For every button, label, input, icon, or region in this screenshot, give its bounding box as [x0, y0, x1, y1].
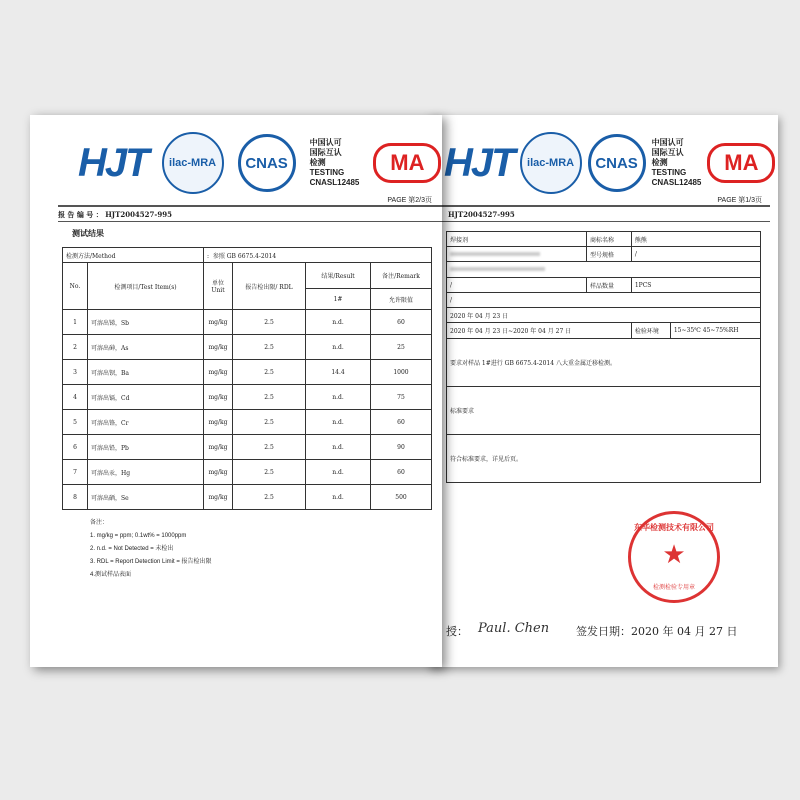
- page-number: PAGE 第2/3页: [387, 197, 432, 204]
- cell-limit: 90: [371, 435, 432, 460]
- cell-rdl: 2.5: [233, 310, 306, 335]
- cell-no: 6: [63, 435, 88, 460]
- divider: [428, 221, 770, 222]
- cell-no: 3: [63, 360, 88, 385]
- table-row: [63, 410, 432, 435]
- cert-text: 中国认可 国际互认 检测 TESTING CNASL12485: [651, 138, 702, 187]
- cell-item: 可溶出钡，Ba: [88, 360, 204, 385]
- cell-rdl: 2.5: [233, 485, 306, 510]
- report-page-2: [30, 115, 442, 667]
- cma-logo: MA: [707, 143, 775, 183]
- cell-unit: mg/kg: [204, 435, 233, 460]
- ilac-mra-logo: ilac-MRA: [520, 132, 582, 194]
- cell-limit: 25: [371, 335, 432, 360]
- ilac-mra-logo: ilac-MRA: [162, 132, 224, 194]
- logo-row: [78, 133, 441, 193]
- section-title: 测试结果: [72, 228, 104, 238]
- cell-unit: mg/kg: [204, 310, 233, 335]
- cell-rdl: 2.5: [233, 335, 306, 360]
- report-number: HJT2004527-995: [448, 210, 515, 219]
- cell-limit: 75: [371, 385, 432, 410]
- table-row: [63, 310, 432, 335]
- table-row: [63, 335, 432, 360]
- cell-rdl: 2.5: [233, 410, 306, 435]
- report-number-row: 报 告 编 号 ： HJT2004527-995: [58, 210, 172, 219]
- divider: [58, 221, 442, 222]
- issue-date: 签发日期：2020 年 04 月 27 日: [576, 625, 738, 638]
- page-number: PAGE 第1/3页: [717, 197, 762, 204]
- cell-unit: mg/kg: [204, 485, 233, 510]
- hjt-logo: HJT: [444, 140, 514, 185]
- cell-rdl: 2.5: [233, 435, 306, 460]
- sample-info-table: 焊接剂 商标名称 熊熊 型号规格 / / 样品数量 1PCS / 2020 年 04 月 23 日 2020 年 04 月 23 日~2020 年 04 月 27 日 检验环境 15~35℃ 45~75%RH 要求对样品 1#进行 GB 6675.4-2014 八大重金属迁移检测。 标准要求 符合标准要求，详见后页。: [446, 231, 761, 483]
- table-row: [63, 385, 432, 410]
- blurred-text: [450, 267, 545, 271]
- table-row: [63, 435, 432, 460]
- cma-logo: MA: [373, 143, 441, 183]
- cell-result: n.d.: [306, 335, 371, 360]
- divider: [428, 205, 770, 207]
- cell-unit: mg/kg: [204, 385, 233, 410]
- cell-limit: 1000: [371, 360, 432, 385]
- cnas-logo: CNAS: [238, 134, 296, 192]
- approver-label: 授：: [446, 625, 468, 638]
- cell-result: n.d.: [306, 485, 371, 510]
- report-page-1: [428, 115, 778, 667]
- cell-result: 14.4: [306, 360, 371, 385]
- cell-unit: mg/kg: [204, 460, 233, 485]
- company-stamp: 东华检测技术有限公司 ★ 检测检验专用章: [628, 511, 720, 603]
- cell-rdl: 2.5: [233, 360, 306, 385]
- table-row: [63, 460, 432, 485]
- cell-no: 8: [63, 485, 88, 510]
- cell-no: 5: [63, 410, 88, 435]
- cell-unit: mg/kg: [204, 335, 233, 360]
- cell-result: n.d.: [306, 435, 371, 460]
- signature: Paul. Chen: [478, 621, 550, 636]
- cell-limit: 60: [371, 460, 432, 485]
- logo-row: [444, 133, 775, 193]
- cell-limit: 60: [371, 410, 432, 435]
- cell-unit: mg/kg: [204, 360, 233, 385]
- cnas-logo: CNAS: [588, 134, 646, 192]
- cell-no: 1: [63, 310, 88, 335]
- cell-item: 可溶出镉，Cd: [88, 385, 204, 410]
- blurred-text: [450, 252, 540, 256]
- cell-item: 可溶出铅，Pb: [88, 435, 204, 460]
- divider: [58, 205, 442, 207]
- notes: 备注： 1. mg/kg = ppm; 0.1wt% = 1000ppm 2. n.d. = Not Detected = 未检出 3. RDL = Report Detection Limit = 报告检出限 4.测试样品表面: [90, 520, 212, 578]
- cell-result: n.d.: [306, 410, 371, 435]
- cell-limit: 500: [371, 485, 432, 510]
- cell-unit: mg/kg: [204, 410, 233, 435]
- cell-result: n.d.: [306, 385, 371, 410]
- cell-item: 可溶出硒，Se: [88, 485, 204, 510]
- table-row: [63, 485, 432, 510]
- cell-item: 可溶出汞，Hg: [88, 460, 204, 485]
- table-row: [63, 360, 432, 385]
- cell-rdl: 2.5: [233, 460, 306, 485]
- cell-item: 可溶出砷，As: [88, 335, 204, 360]
- cell-result: n.d.: [306, 310, 371, 335]
- cert-text: 中国认可 国际互认 检测 TESTING CNASL12485: [309, 138, 360, 187]
- cell-no: 4: [63, 385, 88, 410]
- hjt-logo: HJT: [78, 140, 148, 185]
- cell-rdl: 2.5: [233, 385, 306, 410]
- cell-no: 2: [63, 335, 88, 360]
- cell-no: 7: [63, 460, 88, 485]
- cell-item: 可溶出铬，Cr: [88, 410, 204, 435]
- cell-limit: 60: [371, 310, 432, 335]
- cell-item: 可溶出锑，Sb: [88, 310, 204, 335]
- star-icon: ★: [662, 540, 686, 570]
- test-results-table: 检测方法/Method : 参照 GB 6675.4-2014 No. 检测项目/Test Item(s) 单位 Unit 报告检出限/ RDL 结果/Result 备注/Remark 1# 允许限值 1 可溶出锑，Sb mg/kg 2.5 n.d. 60 2 可溶出砷，As mg/kg 2.5 n.d. 25 3 可溶出钡，Ba mg/kg 2.5 14.4 1000 4 可溶出镉，Cd mg/kg 2.5 n.d. 75 5 可溶出铬，Cr mg/kg 2.5 n.d. 60 6 可溶出铅，Pb mg/kg 2.5 n.d. 90 7 可溶出汞，Hg mg/kg 2.5 n.d. 60 8 可溶出硒，Se mg/kg 2.5 n.d. 500: [62, 247, 432, 510]
- cell-result: n.d.: [306, 460, 371, 485]
